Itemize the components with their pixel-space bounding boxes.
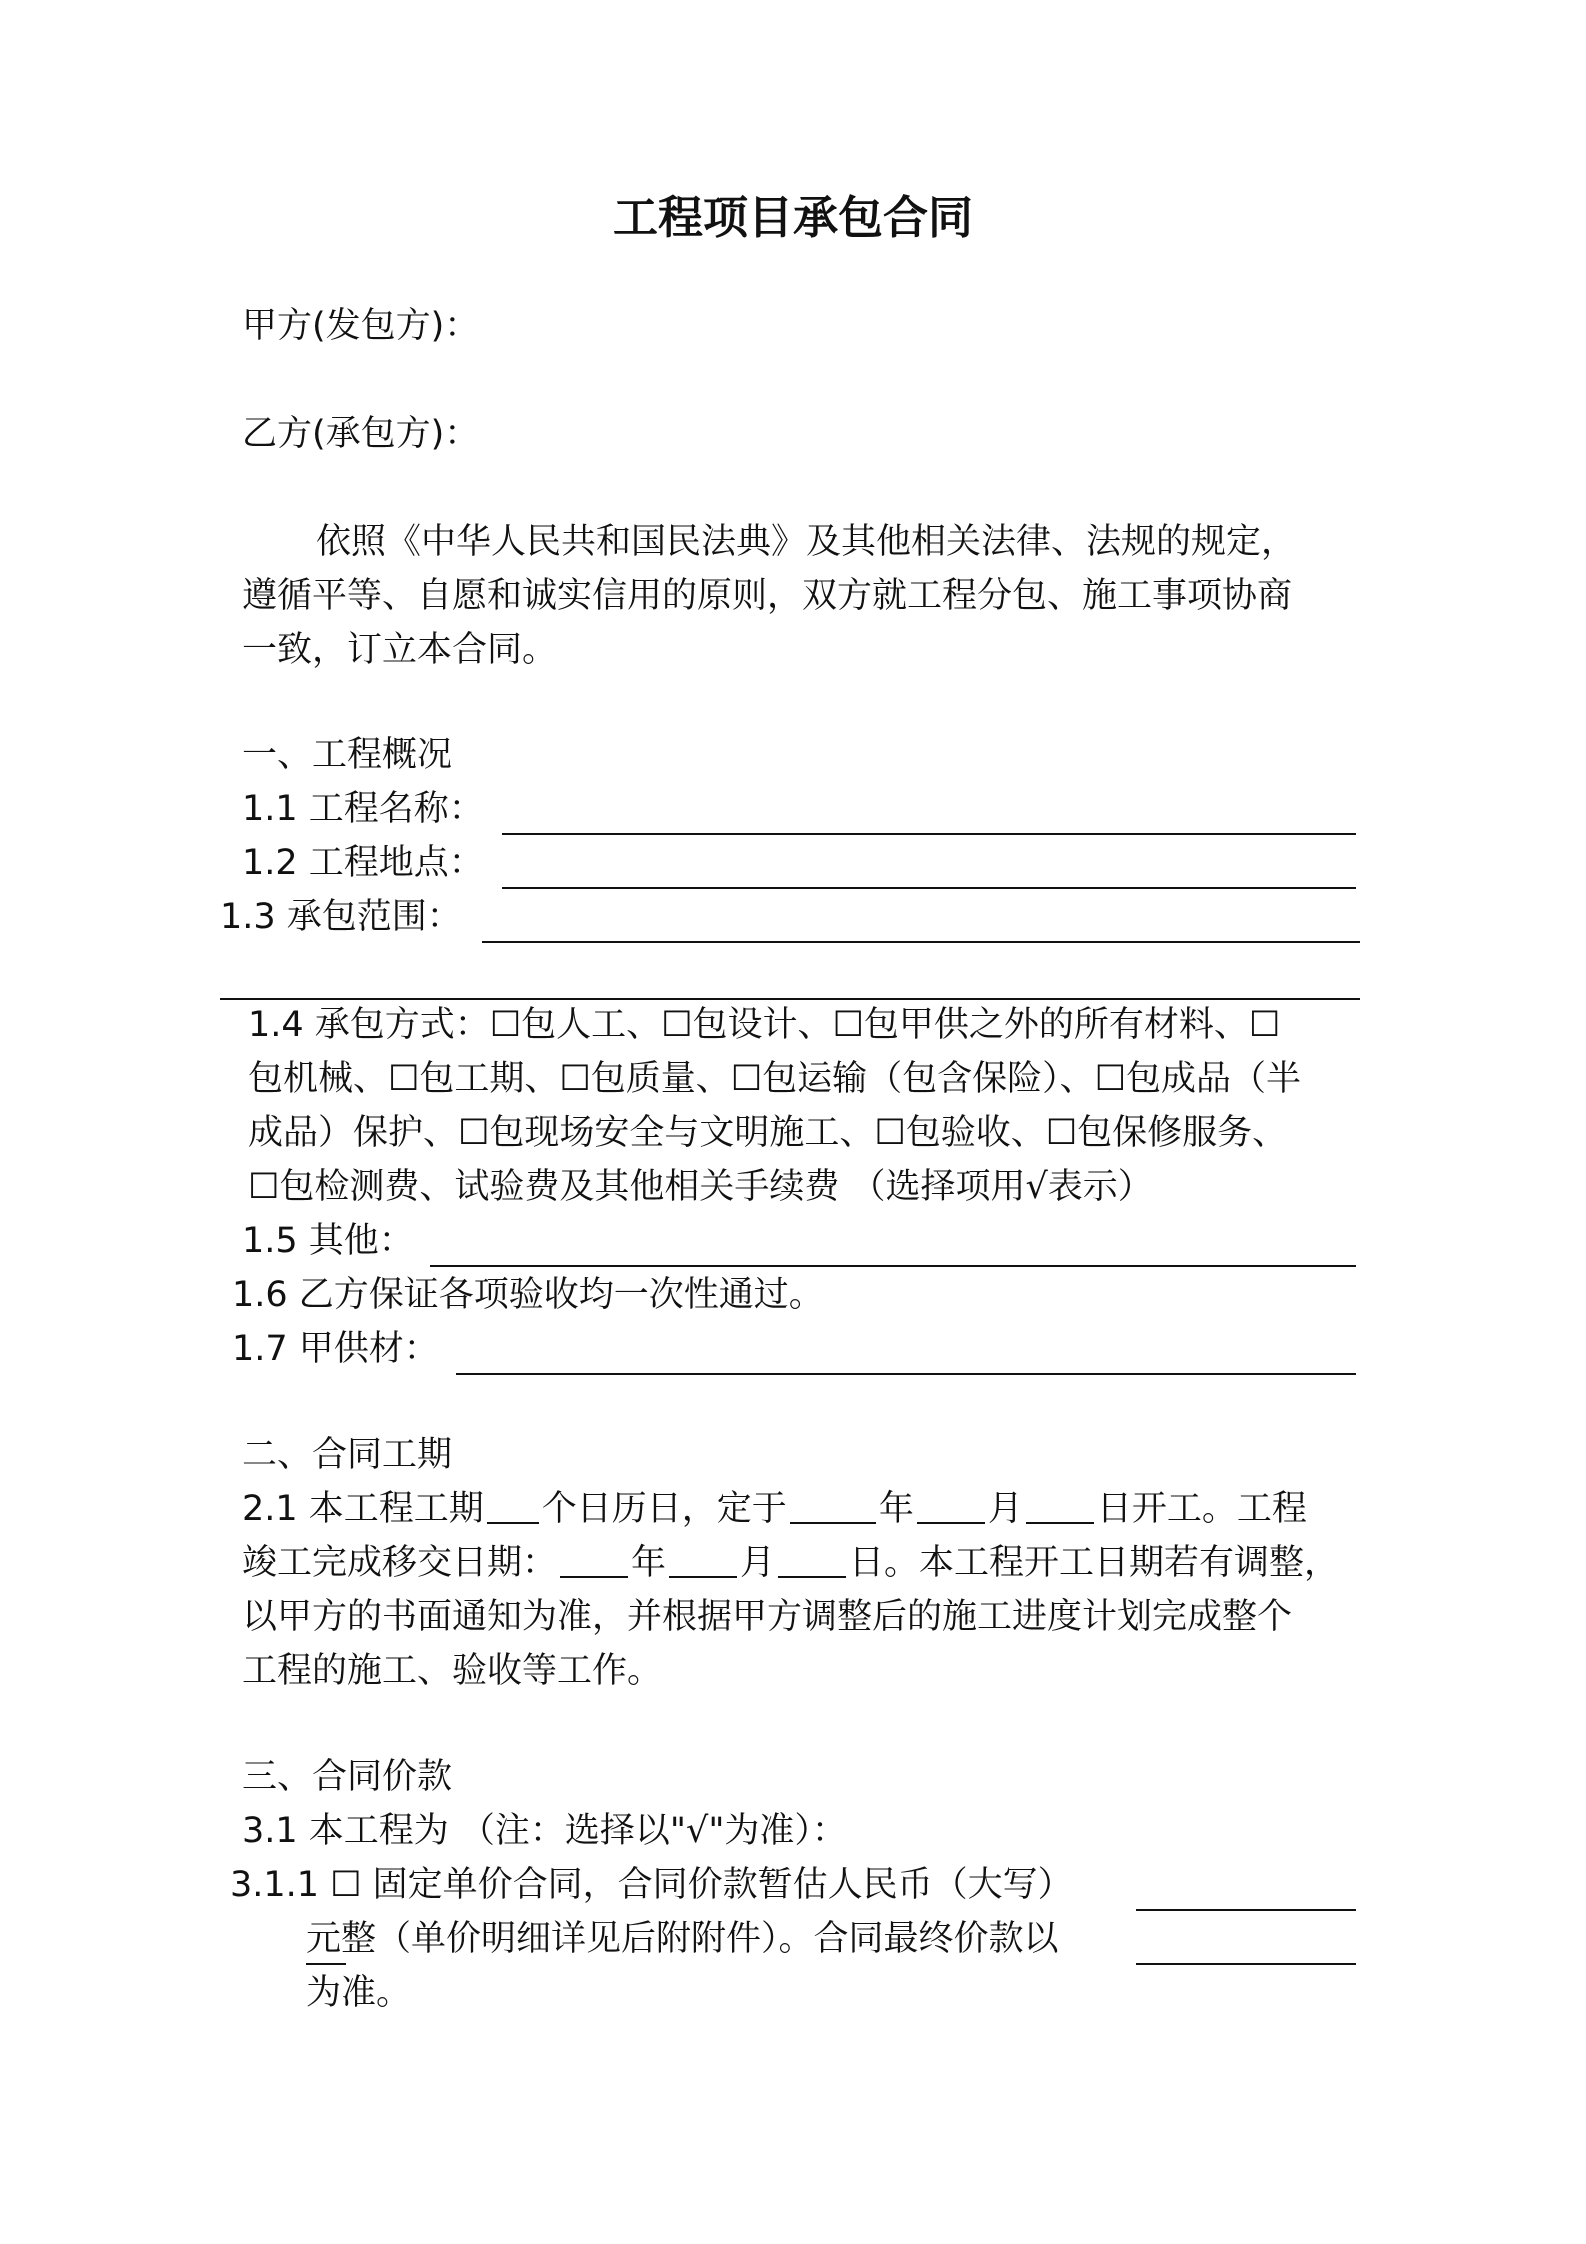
duration-days-suffix: 个日历日，定于 bbox=[541, 1489, 787, 1529]
item-1-2-label: 1.2 工程地点： bbox=[242, 843, 484, 883]
preamble-line-2: 遵循平等、自愿和诚实信用的原则，双方就工程分包、施工事项协商 bbox=[242, 576, 1293, 616]
start-day-label: 日开工。工程 bbox=[1096, 1489, 1307, 1529]
item-1-3-label: 1.3 承包范围： bbox=[220, 897, 462, 937]
duration-line-1 bbox=[242, 1487, 1307, 1531]
scope-field[interactable] bbox=[482, 941, 1360, 943]
supplied-materials-field[interactable] bbox=[456, 1373, 1356, 1375]
completion-month-field[interactable] bbox=[669, 1546, 737, 1578]
start-month-field[interactable] bbox=[917, 1492, 985, 1524]
price-unit-underline bbox=[306, 1963, 346, 1965]
completion-day-label: 日。本工程开工日期若有调整， bbox=[849, 1543, 1340, 1583]
item-1-4-line-3: 成品）保护、☐包现场安全与文明施工、☐包验收、☐包保修服务、 bbox=[248, 1113, 1288, 1153]
completion-year-field[interactable] bbox=[560, 1546, 628, 1578]
preamble-line-1: 依照《中华人民共和国民法典》及其他相关法律、法规的规定， bbox=[316, 522, 1297, 562]
price-line-3: 元整（单价明细详见后附附件）。合同最终价款以 bbox=[306, 1919, 1059, 1959]
project-location-field[interactable] bbox=[502, 887, 1356, 889]
item-1-4-line-1: 1.4 承包方式：☐包人工、☐包设计、☐包甲供之外的所有材料、☐ bbox=[248, 1005, 1281, 1045]
final-price-basis-field[interactable] bbox=[1136, 1963, 1356, 1965]
start-year-field[interactable] bbox=[790, 1492, 876, 1524]
section-1-heading: 一、工程概况 bbox=[242, 735, 453, 775]
party-b-label: 乙方(承包方)： bbox=[242, 414, 480, 454]
item-1-1-label: 1.1 工程名称： bbox=[242, 789, 484, 829]
start-day-field[interactable] bbox=[1026, 1492, 1094, 1524]
other-field[interactable] bbox=[430, 1265, 1356, 1267]
price-line-2: 3.1.1 ☐ 固定单价合同，合同价款暂估人民币（大写） bbox=[230, 1865, 1073, 1905]
document-title: 工程项目承包合同 bbox=[612, 191, 973, 244]
completion-date-label: 竣工完成移交日期： bbox=[242, 1543, 558, 1583]
duration-days-field[interactable] bbox=[487, 1492, 539, 1524]
price-line-4: 为准。 bbox=[306, 1973, 412, 2013]
start-month-label: 月 bbox=[987, 1489, 1023, 1529]
duration-line-3: 以甲方的书面通知为准，并根据甲方调整后的施工进度计划完成整个 bbox=[242, 1597, 1293, 1637]
start-year-label: 年 bbox=[878, 1489, 914, 1529]
completion-day-field[interactable] bbox=[778, 1546, 846, 1578]
duration-line-4: 工程的施工、验收等工作。 bbox=[242, 1651, 663, 1691]
party-a-label: 甲方(发包方)： bbox=[242, 306, 480, 346]
duration-label: 2.1 本工程工期 bbox=[242, 1489, 484, 1529]
item-1-5-label: 1.5 其他： bbox=[242, 1221, 414, 1261]
item-1-7-label: 1.7 甲供材： bbox=[232, 1329, 439, 1369]
project-name-field[interactable] bbox=[502, 833, 1356, 835]
section-2-heading: 二、合同工期 bbox=[242, 1435, 453, 1475]
item-1-4-line-2: 包机械、☐包工期、☐包质量、☐包运输（包含保险）、☐包成品（半 bbox=[248, 1059, 1302, 1099]
completion-year-label: 年 bbox=[631, 1543, 667, 1583]
item-1-6-text: 1.6 乙方保证各项验收均一次性通过。 bbox=[232, 1275, 824, 1315]
price-line-1: 3.1 本工程为 （注：选择以"√"为准）： bbox=[242, 1811, 847, 1851]
price-amount-field[interactable] bbox=[1136, 1909, 1356, 1911]
preamble-line-3: 一致，订立本合同。 bbox=[242, 630, 558, 670]
item-1-4-line-4: ☐包检测费、试验费及其他相关手续费 （选择项用√表示） bbox=[248, 1167, 1153, 1207]
duration-line-2 bbox=[242, 1541, 1339, 1585]
section-3-heading: 三、合同价款 bbox=[242, 1757, 453, 1797]
scope-field-line-2[interactable] bbox=[220, 998, 1360, 1000]
completion-month-label: 月 bbox=[740, 1543, 776, 1583]
